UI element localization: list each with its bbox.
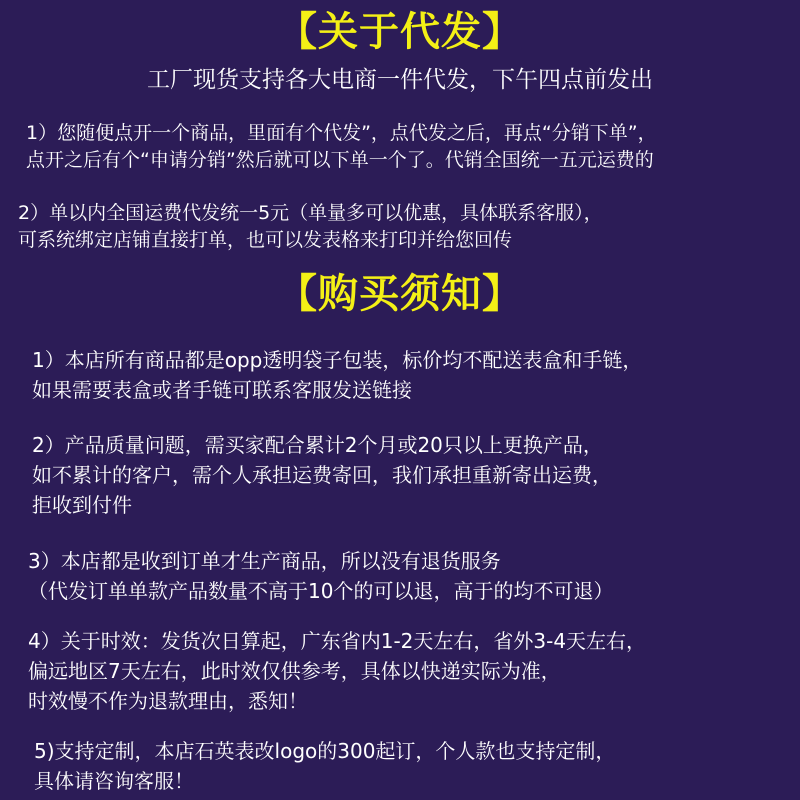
notice-item-3-line-2: （代发订单单款产品数量不高于10个的可以退，高于的均不可退） [28, 579, 614, 603]
daifa-item-2-line-2: 可系统绑定店铺直接打单，也可以发表格来打印并给您回传 [18, 229, 513, 251]
daifa-item-1-line-1: 1）您随便点开一个商品，里面有个代发”，点代发之后，再点“分销下单”， [26, 122, 657, 144]
daifa-item-1-line-2: 点开之后有个“申请分销”然后就可以下单一个了。代销全国统一五元运费的 [26, 149, 654, 171]
notice-item-2-line-3: 拒收到付件 [32, 493, 132, 517]
daifa-item-2 [18, 200, 603, 254]
notice-item-1-line-2: 如果需要表盒或者手链可联系客服发送链接 [32, 378, 412, 402]
notice-item-4 [28, 626, 646, 716]
daifa-heading: 【关于代发】 [277, 9, 523, 55]
notice-heading: 【购买须知】 [277, 271, 523, 317]
notice-item-4-line-2: 偏远地区7天左右，此时效仅供参考，具体以快递实际为准， [28, 659, 561, 683]
notice-item-4-line-1: 4）关于时效：发货次日算起，广东省内1-2天左右，省外3-4天左右， [28, 629, 647, 653]
notice-item-2-line-1: 2）产品质量问题，需买家配合累计2个月或20只以上更换产品， [32, 433, 603, 457]
notice-item-3 [28, 546, 613, 606]
notice-item-1-line-1: 1）本店所有商品都是opp透明袋子包装，标价均不配送表盒和手链， [32, 348, 643, 372]
notice-item-2-line-2: 如不累计的客户，需个人承担运费寄回，我们承担重新寄出运费， [32, 463, 612, 487]
daifa-item-1 [26, 120, 657, 174]
notice-item-2 [32, 430, 612, 520]
daifa-item-2-line-1: 2）单以内全国运费代发统一5元（单量多可以优惠，具体联系客服）， [18, 202, 603, 224]
notice-item-1 [32, 345, 642, 405]
notice-item-5-line-1: 5)支持定制，本店石英表改logo的300起订，个人款也支持定制， [34, 739, 616, 763]
notice-item-5 [34, 736, 615, 796]
notice-item-3-line-1: 3）本店都是收到订单才生产商品，所以没有退货服务 [28, 549, 501, 573]
notice-item-5-line-2: 具体请咨询客服！ [34, 769, 194, 793]
daifa-subtitle: 工厂现货支持各大电商一件代发，下午四点前发出 [147, 67, 653, 93]
notice-item-4-line-3: 时效慢不作为退款理由，悉知！ [28, 689, 308, 713]
